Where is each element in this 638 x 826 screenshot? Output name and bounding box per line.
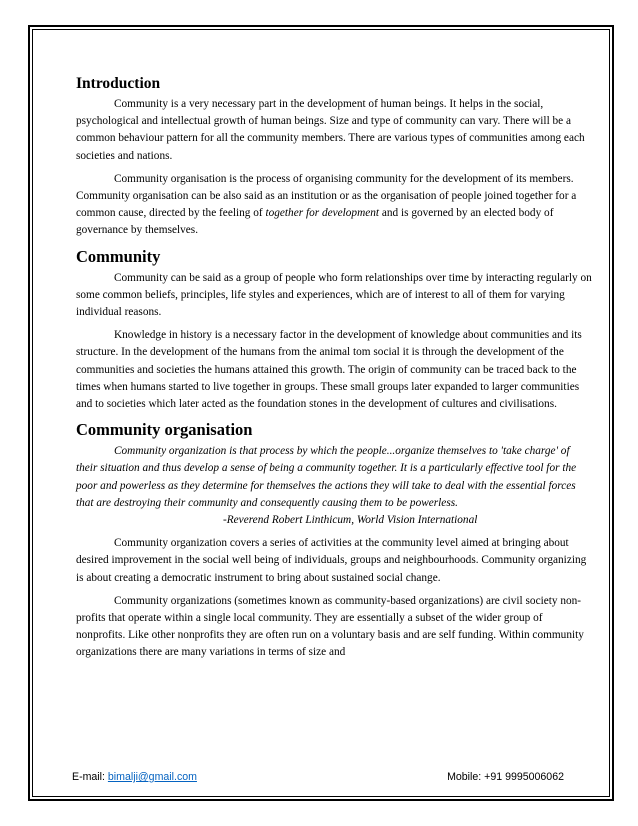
paragraph: Community can be said as a group of people who form relationships over time by interacting regularly on some common beliefs, principles, life styles and experiences, which are of interest to all of them for varying individual reasons. — [76, 271, 592, 319]
paragraph: Community organizations (sometimes known as community-based organizations) are civil society non-profits that operate within a single local community. They are essentially a subset of the wider group of nonprofits. Like other nonprofits they are often run on a voluntary basis and are self funding. Within community organizations there are many variations in terms of size and — [76, 594, 584, 659]
heading-community-organisation: Community organisation — [76, 420, 253, 440]
paragraph: Knowledge in history is a necessary factor in the development of knowledge about communities and its structure. In the development of the humans from the animal tom social it is through the development of the communities and societies the humans attained this growth. The origin of community can be traced back to the times when humans started to live together in groups. These small groups later expanded to larger communities and to societies which later acted as the foundation stones in the development of cultures and civilisations. — [76, 329, 582, 411]
document-body — [76, 74, 592, 668]
paragraph: Community is a very necessary part in the development of human beings. It helps in the social, psychological and intellectual growth of human beings. Size and type of community can vary. There will be a common behaviour pattern for all the community members. There are various types of communities among each societies and nations. — [76, 98, 585, 162]
block-quote: Community organization is that process by which the people...organize themselves to 'take charge' of their situation and thus develop a sense of being a community together. It is a particularly effective tool for the poor and powerless as they determine for themselves the actions they will take to deal with the essential forces that are destroying their community and consequently causing them to be powerless. — [76, 445, 577, 509]
email-link[interactable]: bimalji@gmail.com — [107, 771, 197, 783]
heading-community: Community — [76, 246, 161, 266]
footer-mobile: Mobile: +91 9995006062 — [447, 771, 564, 783]
heading-introduction: Introduction — [76, 75, 161, 92]
emphasis-text: together for development — [265, 207, 380, 220]
quote-attribution: -Reverend Robert Linthicum, World Vision International — [223, 514, 478, 527]
paragraph: Community organisation is the process of organising community for the development of its members. Community organisation can be also said as an institution or as the organisation of people joined together for a common cause, directed by the feeling of together for development and is governed by an elected body of governance by themselves. — [76, 172, 577, 237]
paragraph: Community organization covers a series of activities at the community level aimed at bringing about desired improvement in the social well being of individuals, groups and neighbourhoods. Community organizing is about creating a democratic instrument to bring about sustained social change. — [76, 537, 587, 584]
footer-email: E-mail: bimalji@gmail.com — [72, 771, 197, 783]
